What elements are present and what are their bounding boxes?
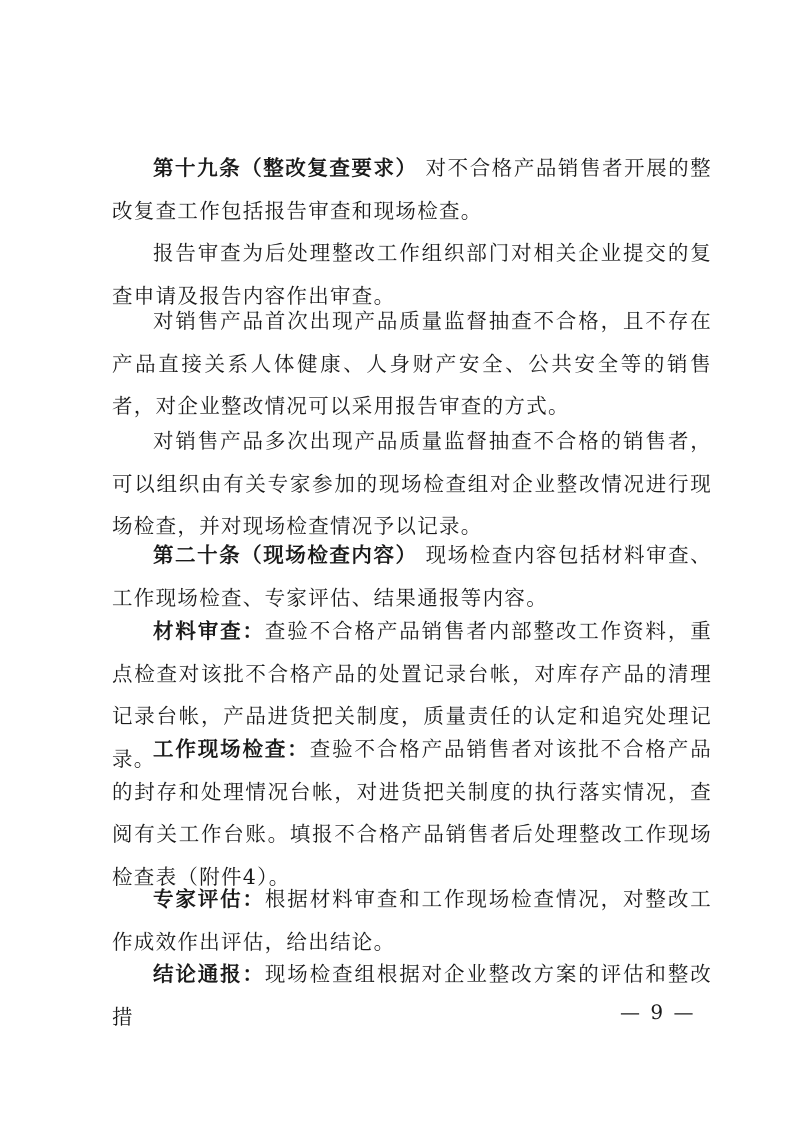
paragraph-text: 根据材料审查和工作现场检查情况，对整改工作成效作出评估，给出结论。 [112, 887, 713, 954]
item-heading: 材料审查： [153, 619, 265, 643]
paragraph-multiple-failure [112, 420, 712, 548]
page-number: — 9 — [620, 1000, 696, 1024]
paragraph-text: 对销售产品多次出现产品质量监督抽查不合格的销售者，可以组织由有关专家参加的现场检查组对企业整改情况进行现场检查，并对现场检查情况予以记录。 [112, 429, 712, 538]
paragraph-expert-evaluation [112, 878, 712, 963]
paragraph-site-inspection [112, 728, 712, 898]
item-heading: 工作现场检查： [153, 737, 310, 761]
paragraph-text: 报告审查为后处理整改工作组织部门对相关企业提交的复查申请及报告内容作出审查。 [112, 241, 712, 308]
paragraph-text: 查验不合格产品销售者对该批不合格产品的封存和处理情况台帐，对进货把关制度的执行落实情况，查阅有关工作台账。填报不合格产品销售者后处理整改工作现场检查表（附件4）。 [112, 737, 712, 889]
paragraph-text: 对销售产品首次出现产品质量监督抽查不合格，且不存在产品直接关系人体健康、人身财产安全、公共安全等的销售者，对企业整改情况可以采用报告审查的方式。 [112, 309, 712, 418]
item-heading: 专家评估： [153, 887, 265, 911]
article-heading: 第二十条（现场检查内容） [153, 543, 418, 567]
item-heading: 结论通报： [153, 962, 265, 986]
paragraph-conclusion-notice [112, 953, 712, 1038]
paragraph-text: 对不合格产品销售者开展的整改复查工作包括报告审查和现场检查。 [112, 156, 712, 223]
paragraph-text: 现场检查组根据对企业整改方案的评估和整改措 [112, 962, 713, 1029]
paragraph-article-20 [112, 534, 712, 619]
paragraph-article-19 [112, 147, 712, 232]
paragraph-text: 现场检查内容包括材料审查、工作现场检查、专家评估、结果通报等内容。 [112, 543, 712, 610]
article-heading: 第十九条（整改复查要求） [153, 156, 418, 180]
paragraph-first-failure [112, 300, 712, 428]
paragraph-text: 查验不合格产品销售者内部整改工作资料，重点检查对该批不合格产品的处置记录台帐，对库存产品的清理记录台帐，产品进货把关制度，质量责任的认定和追究处理记录。 [112, 619, 713, 771]
